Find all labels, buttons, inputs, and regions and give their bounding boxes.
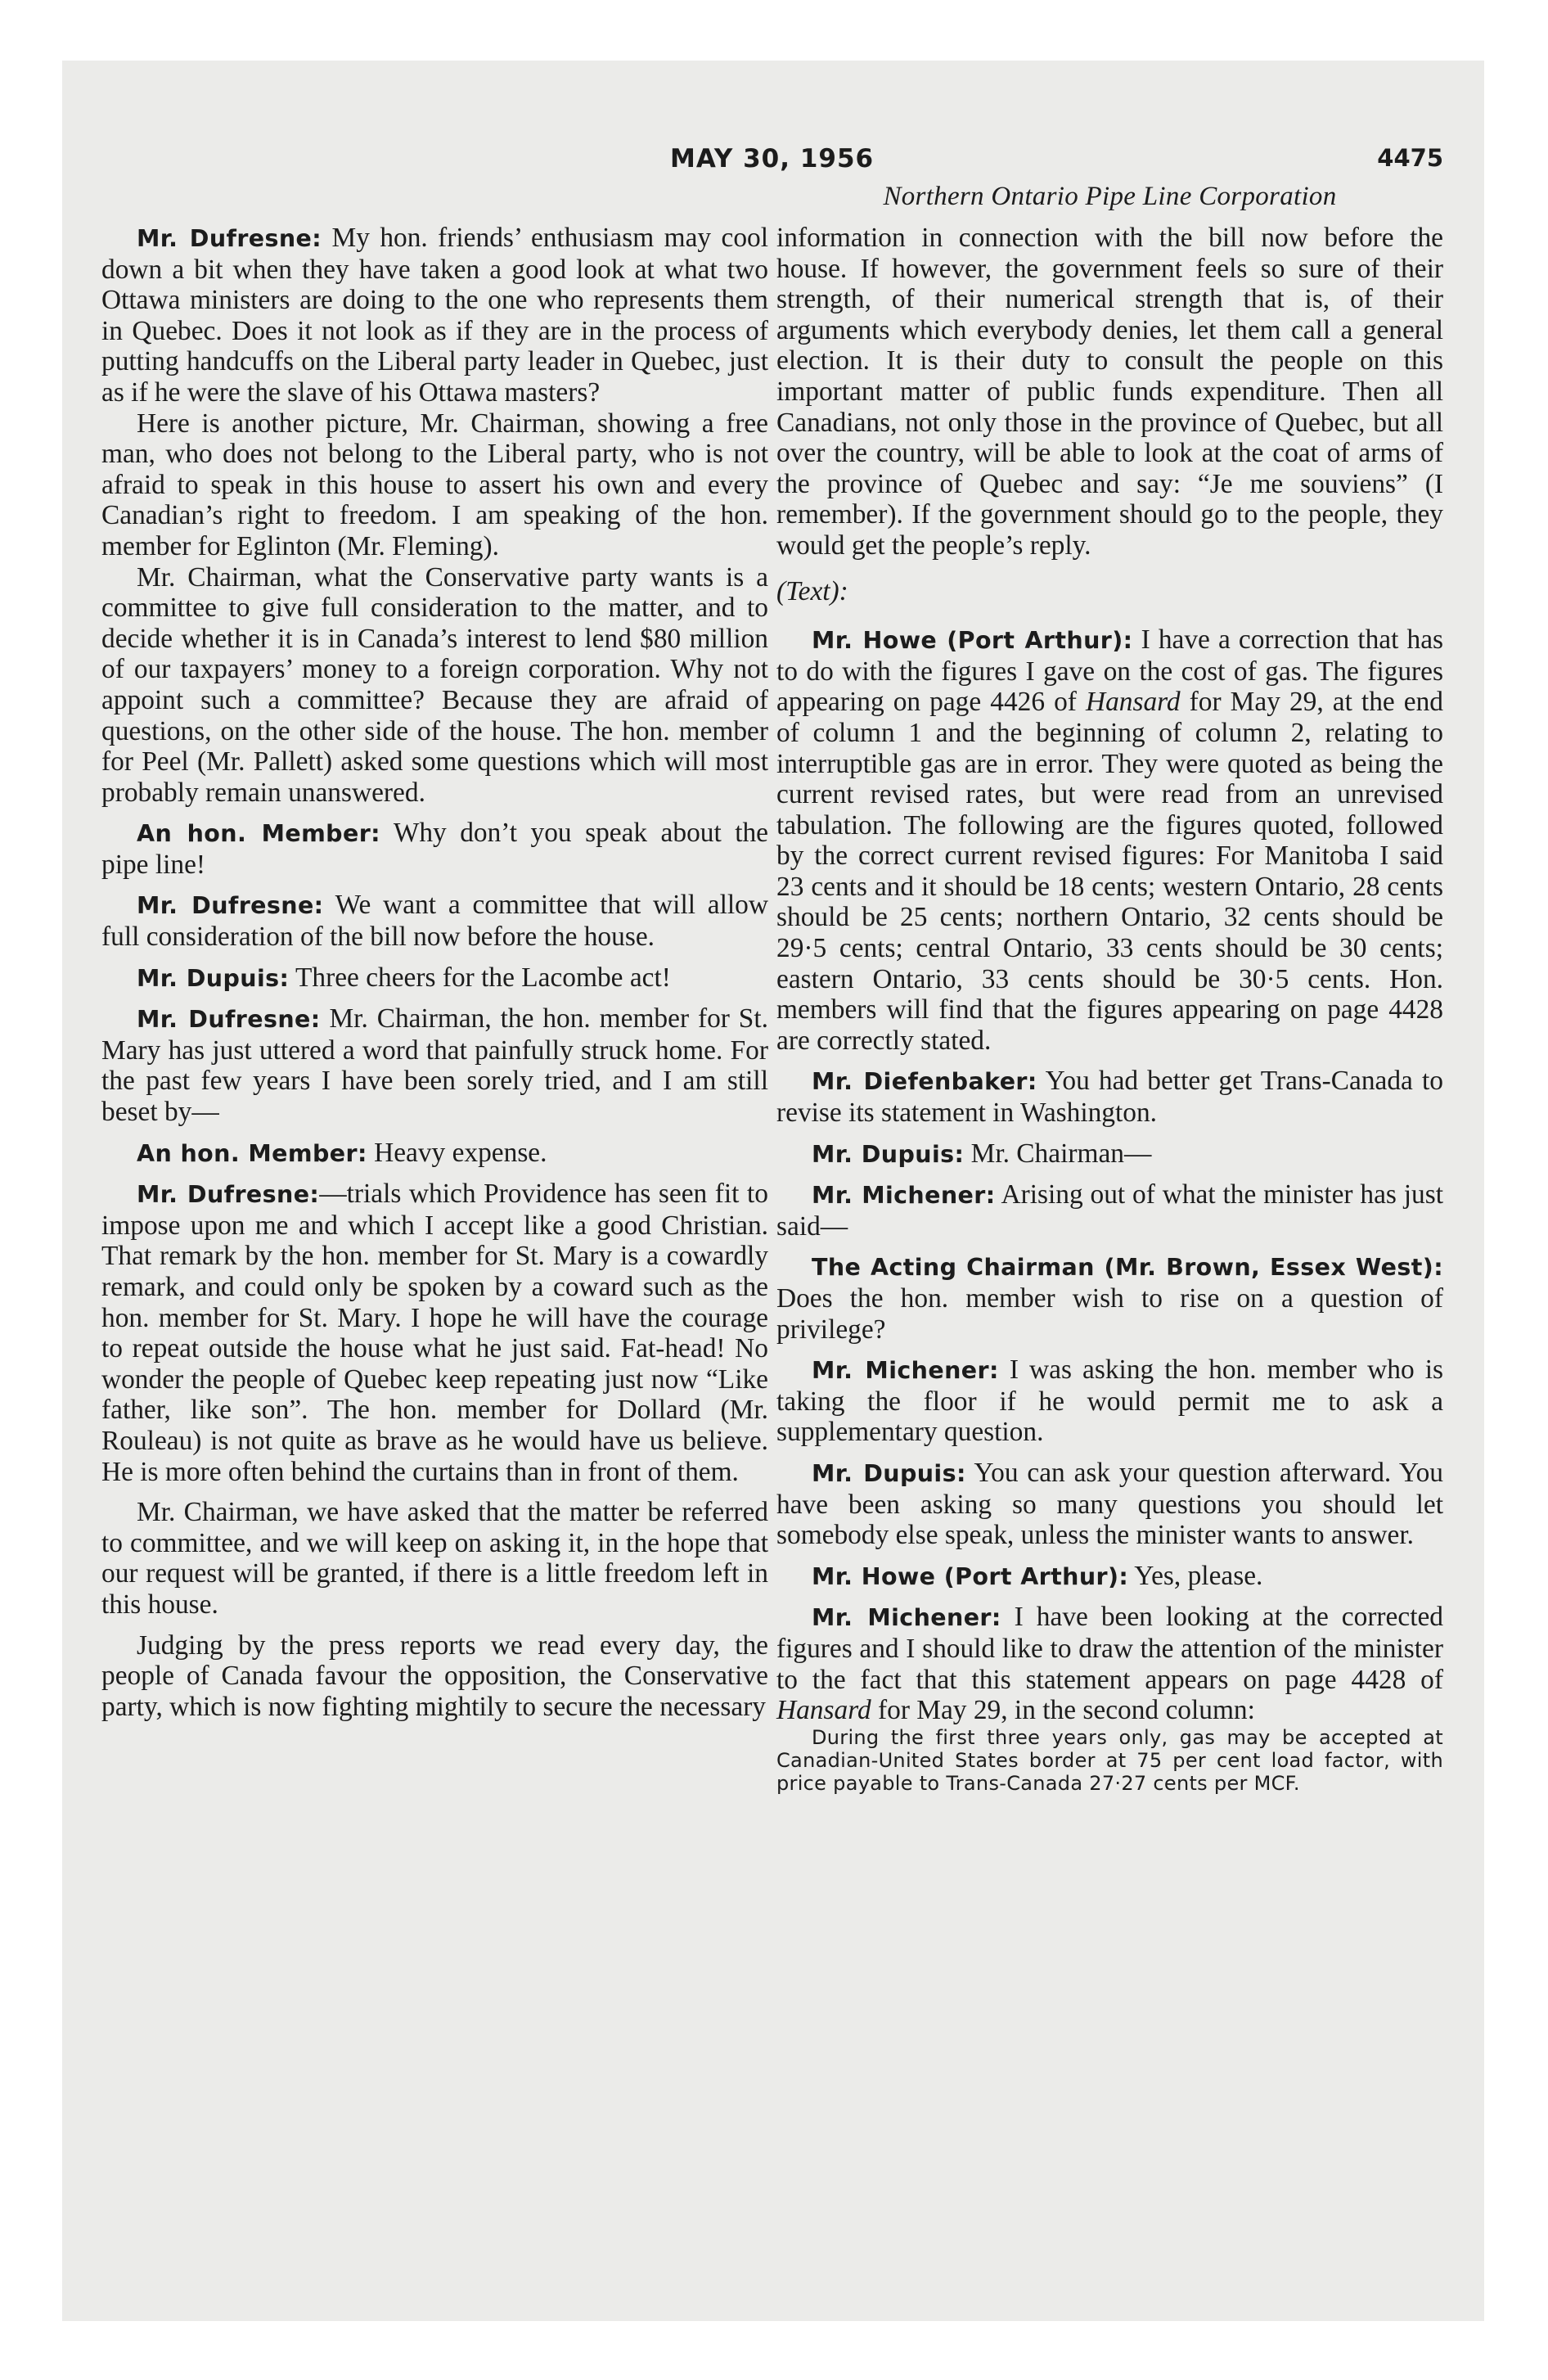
paragraph [776,1138,1443,1170]
speaker-name: Mr. Dupuis: [137,964,290,992]
speaker-name: The Acting Chairman (Mr. Brown, Essex West): [812,1254,1443,1282]
paragraph [776,1458,1443,1551]
hansard-reference: Hansard [1085,687,1181,718]
page-header [101,144,1443,177]
paragraph-text: Three cheers for the Lacombe act! [289,962,671,993]
paragraph [776,1602,1443,1725]
paragraph-text: I have a correction that has to do with the figures I gave on the cost of gas. The figures appearing on page 4426 of [776,624,1444,718]
text-marker: (Text): [776,575,848,606]
speaker-name: Mr. Dufresne: [137,892,324,920]
paragraph [776,1355,1443,1448]
speaker-name: Mr. Dufresne: [137,1006,321,1034]
paragraph [776,624,1443,1056]
paragraph-text: Why don’t you speak about the pipe line! [101,818,768,880]
hansard-reference: Hansard [776,1695,871,1726]
left-column [101,223,768,1722]
paragraph [101,1179,768,1487]
speaker-name: Mr. Howe (Port Arthur): [812,1562,1129,1590]
paragraph [101,223,768,408]
paragraph-text: Arising out of what the minister has just said— [776,1179,1443,1242]
speaker-name: Mr. Diefenbaker: [812,1068,1037,1096]
paragraph [101,1003,768,1127]
paragraph [776,1066,1443,1128]
speaker-name: Mr. Dupuis: [812,1459,966,1487]
paragraph [101,818,768,880]
paragraph-text: for May 29, in the second column: [871,1695,1255,1726]
paragraph: Here is another picture, Mr. Chairman, showing a free man, who does not belong to the Liberal party, who is not afraid to speak in this house to assert his own and every Canadian’s right to freedom. I am speaking of the hon. member for Eglinton (Mr. Fleming). [101,408,768,561]
paragraph [776,1179,1443,1242]
paragraph-text: Mr. Chairman, the hon. member for St. Mary has just uttered a word that painfully struck home. For the past few years I have been sorely tried, and I am still beset by— [101,1003,768,1128]
paragraph-text: I was asking the hon. member who is taking the floor if he would permit me to ask a supplementary question. [776,1355,1443,1448]
paragraph-text: for May 29, at the end of column 1 and the beginning of column 2, relating to interruptible gas are in error. They were quoted as being the current revised rates, but were read from an unrevised tabulation. The following are the figures quoted, followed by the correct current revised figures: For Manitoba I said 23 cents and it should be 18 cents; western Ontario, 28 cents should be 25 cents; northern Ontario, 32 cents should be 29·5 cents; central Ontario, 33 cents should be 30 cents; eastern Ontario, 33 cents should be 30·5 cents. Hon. members will find that the figures appearing on page 4428 are correctly stated. [776,687,1443,1056]
speaker-name: Mr. Dufresne: [137,225,322,252]
paragraph: Mr. Chairman, we have asked that the matter be referred to committee, and we will keep on asking it, in the hope that our request will be granted, if there is a little freedom left in this house. [101,1497,768,1620]
quoted-statement: During the first three years only, gas may be accepted at Canadian-United States border at 75 per cent load factor, with price payable to Trans-Canada 27·27 cents per MCF. [776,1725,1443,1795]
paragraph-text: Heavy expense. [367,1137,547,1168]
paragraph: information in connection with the bill now before the house. If however, the government feels so sure of their strength, of their numerical strength that is, of their arguments which everybody denies, let them call a general election. It is their duty to consult the people on this important matter of public funds expenditure. Then all Canadians, not only those in the province of Quebec, but all over the country, will be able to look at the coat of arms of the province of Quebec and say: “Je me souviens” (I remember). If the government should go to the people, they would get the people’s reply. [776,223,1443,561]
paragraph: Mr. Chairman, what the Conservative party wants is a committee to give full consideration to the matter, and to decide whether it is in Canada’s interest to lend $80 million of our taxpayers’ money to a foreign corporation. Why not appoint such a committee? Because they are afraid of questions, on the other side of the house. The hon. member for Peel (Mr. Pallett) asked some questions which will most probably remain unanswered. [101,561,768,808]
paragraph-text: We want a committee that will allow full consideration of the bill now before the house. [101,890,768,953]
right-column [776,223,1443,1795]
speaker-name: Mr. Dufresne: [137,1181,320,1209]
paragraph [101,890,768,952]
speaker-name: Mr. Michener: [812,1604,1001,1632]
running-subtitle: Northern Ontario Pipe Line Corporation [883,182,1337,211]
speaker-name: An hon. Member: [137,1139,367,1167]
paragraph [101,962,768,994]
paragraph-text: My hon. friends’ enthusiasm may cool down a bit when they have taken a good look at what two Ottawa ministers are doing to the one who represents them in Quebec. Does it not look as if they are in the process of putting handcuffs on the Liberal party leader in Quebec, just as if he were the slave of his Ottawa masters? [101,223,769,408]
speaker-name: Mr. Michener: [812,1182,996,1210]
page-date: MAY 30, 1956 [670,144,875,174]
speaker-name: Mr. Dupuis: [812,1140,965,1168]
paragraph-text: Yes, please. [1128,1560,1263,1591]
paragraph [776,1561,1443,1593]
paragraph-text: Mr. Chairman— [964,1138,1152,1169]
paragraph [101,1138,768,1170]
paragraph [776,1251,1443,1345]
paragraph: Judging by the press reports we read every day, the people of Canada favour the opposition, the Conservative party, which is now fighting mightily to secure the necessary [101,1629,768,1722]
speaker-name: Mr. Michener: [812,1357,999,1385]
paragraph-text: You had better get Trans-Canada to revise its statement in Washington. [776,1066,1443,1129]
paragraph-text: You can ask your question afterward. You have been asking so many questions you should let somebody else speak, unless the minister wants to answer. [776,1457,1443,1551]
speaker-name: Mr. Howe (Port Arthur): [812,627,1133,655]
page-number: 4475 [1377,144,1443,172]
paragraph-text: I have been looking at the corrected figures and I should like to draw the attention of the minister to the fact that this statement appears on page 4428 of [776,1602,1443,1695]
paragraph-text: Does the hon. member wish to rise on a question of privilege? [776,1283,1443,1345]
speaker-name: An hon. Member: [137,820,380,848]
hansard-page [101,144,1444,1795]
paragraph-text: —trials which Providence has seen fit to impose upon me and which I accept like a good Christian. That remark by the hon. member for St. Mary is a cowardly remark, and could only be spoken by a coward such as the hon. member for St. Mary. I hope he will have the courage to repeat outside the house what he just said. Fat-head! No wonder the people of Quebec keep repeating just now “Like father, like son”. The hon. member for Dollard (Mr. Rouleau) is not quite as brave as he would have us believe. He is more often behind the curtains than in front of them. [101,1179,768,1487]
